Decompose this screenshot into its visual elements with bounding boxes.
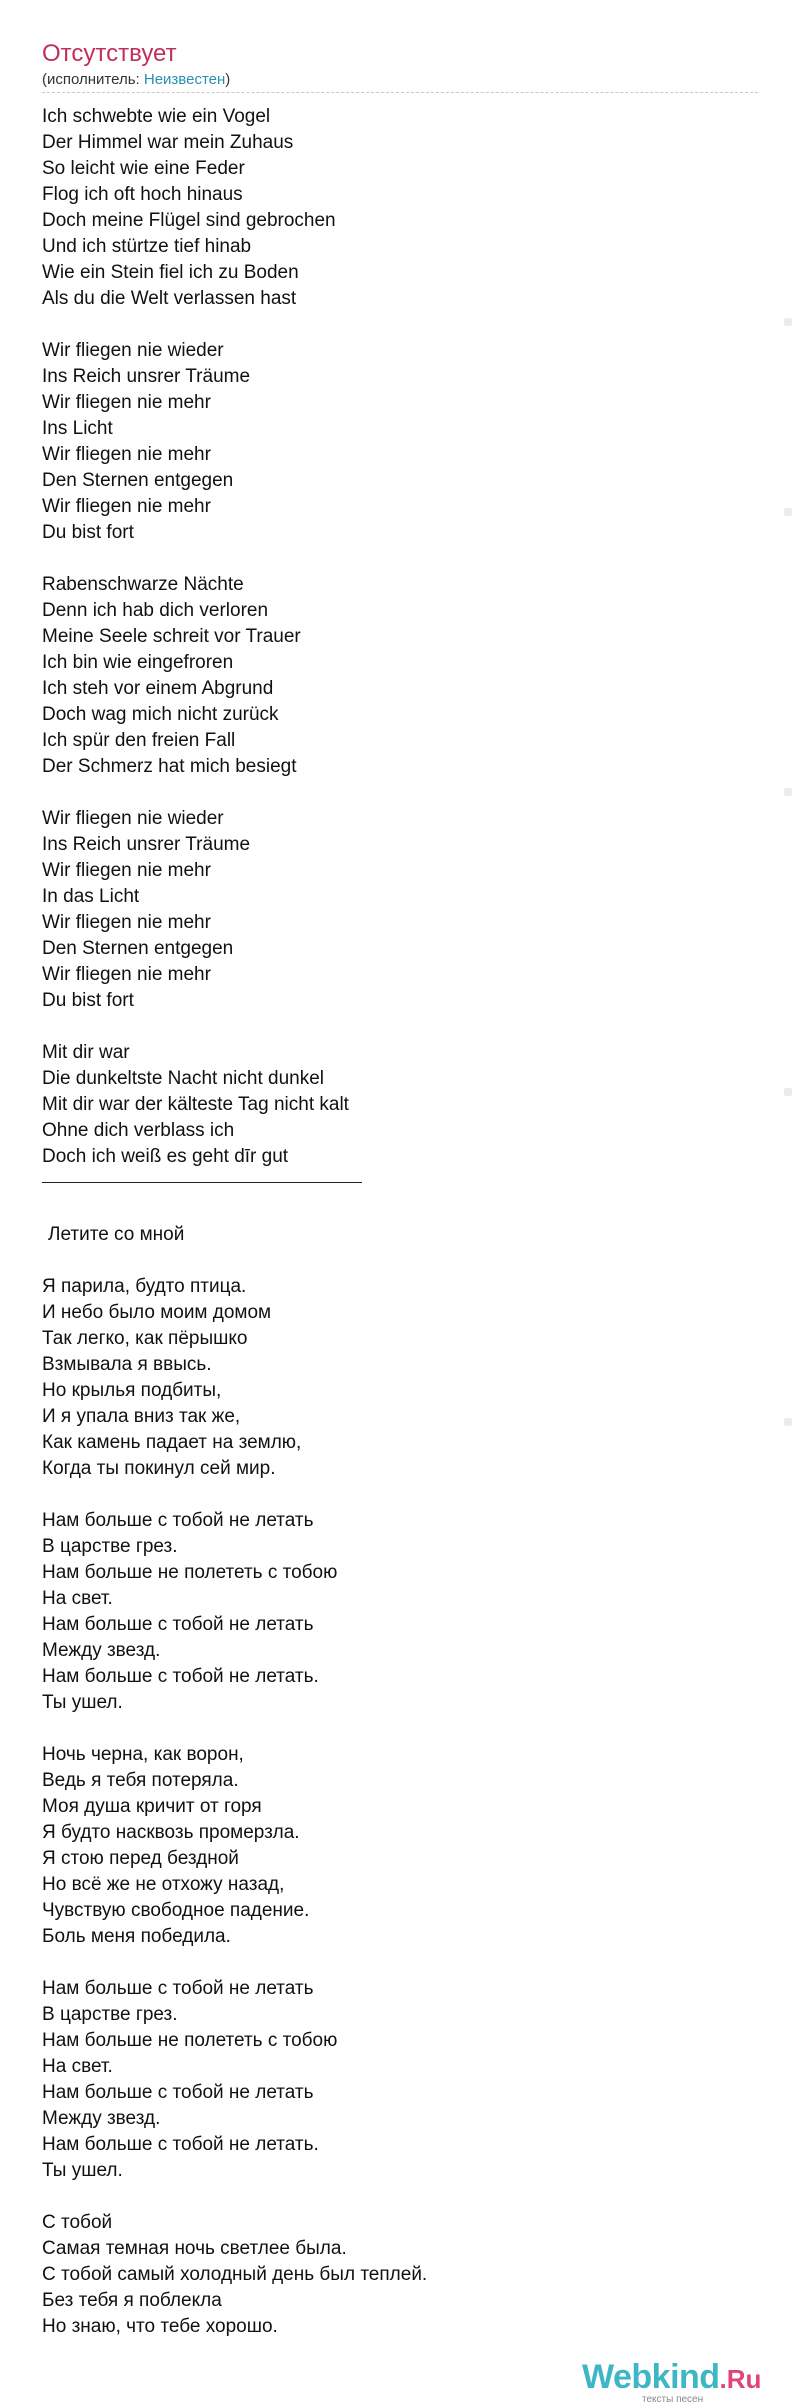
lyric-line: Ich steh vor einem Abgrund [42,678,274,699]
lyric-line: Но крылья подбиты, [42,1380,222,1401]
webkind-logo[interactable] [582,2358,782,2405]
lyric-line: Du bist fort [42,990,134,1011]
lyric-line: Я будто насквозь промерзла. [42,1822,300,1843]
lyric-line: Wir fliegen nie mehr [42,444,211,465]
blank-line [42,1716,722,1742]
lyric-line: Denn ich hab dich verloren [42,600,269,621]
lyric-line: Взмывала я ввысь. [42,1354,212,1375]
lyric-line: Wir fliegen nie wieder [42,340,224,361]
logo-tagline: тексты песен [642,2394,704,2405]
lyric-line: Ich spür den freien Fall [42,730,236,751]
lyric-line: Doch meine Flügel sind gebrochen [42,210,336,231]
header-divider [42,92,758,93]
lyric-line: С тобой [42,2212,113,2233]
artist-suffix: ) [225,71,231,88]
lyric-line: Нам больше с тобой не летать [42,2082,314,2103]
lyric-line: Wir fliegen nie wieder [42,808,224,829]
lyric-line: Doch ich weiß es geht dīr gut [42,1146,289,1167]
lyric-line: Der Himmel war mein Zuhaus [42,132,294,153]
side-mark [784,1418,792,1426]
lyric-line: И я упала вниз так же, [42,1406,241,1427]
blank-line [42,1950,722,1976]
lyric-line: Нам больше с тобой не летать [42,1978,314,1999]
blank-line [42,1014,722,1040]
lyrics-body [42,104,722,2340]
side-mark [784,508,792,516]
lyric-line: Ins Licht [42,418,113,439]
lyric-line: В царстве грез. [42,2004,178,2025]
logo-tld: .Ru [719,2364,762,2394]
lyric-line: Du bist fort [42,522,134,543]
lyric-line: На свет. [42,1588,113,1609]
lyric-line: Моя душа кричит от горя [42,1796,262,1817]
lyric-line: В царстве грез. [42,1536,178,1557]
lyric-line: Когда ты покинул сей мир. [42,1458,276,1479]
lyric-line: Ins Reich unsrer Träume [42,366,251,387]
lyric-line: Нам больше с тобой не летать [42,1614,314,1635]
lyric-line: Я стою перед бездной [42,1848,239,1869]
lyric-line: Ты ушел. [42,1692,123,1713]
lyric-line: Нам больше с тобой не летать. [42,1666,319,1687]
lyric-line: Но знаю, что тебе хорошо. [42,2316,278,2337]
blank-line [42,2184,722,2210]
translation-separator [42,1182,362,1183]
lyric-line: Wir fliegen nie mehr [42,392,211,413]
lyric-line: Ohne dich verblass ich [42,1120,235,1141]
side-mark [784,318,792,326]
lyric-line: Нам больше не полететь с тобою [42,1562,338,1583]
lyric-line: Боль меня победила. [42,1926,231,1947]
blank-line [42,546,722,572]
lyric-line: Чувствую свободное падение. [42,1900,310,1921]
lyric-line: Wie ein Stein fiel ich zu Boden [42,262,299,283]
lyric-line: Wir fliegen nie mehr [42,964,211,985]
blank-line [42,1248,722,1274]
lyric-line: Ins Reich unsrer Träume [42,834,251,855]
lyric-line: Rabenschwarze Nächte [42,574,244,595]
lyric-line: Нам больше с тобой не летать [42,1510,314,1531]
lyric-line: Den Sternen entgegen [42,938,234,959]
lyric-line: На свет. [42,2056,113,2077]
lyric-line: Die dunkeltste Nacht nicht dunkel [42,1068,324,1089]
logo-name: Webkind [582,2358,720,2396]
lyric-line: Ведь я тебя потеряла. [42,1770,239,1791]
song-header [42,38,762,90]
lyric-line: Ты ушел. [42,2160,123,2181]
lyric-line: Но всё же не отхожу назад, [42,1874,285,1895]
lyric-line: Между звезд. [42,1640,161,1661]
lyric-line: Ich schwebte wie ein Vogel [42,106,271,127]
lyric-line: Doch wag mich nicht zurück [42,704,279,725]
blank-line [42,312,722,338]
artist-line [42,70,762,90]
lyric-line: Wir fliegen nie mehr [42,496,211,517]
lyric-line: Meine Seele schreit vor Trauer [42,626,301,647]
artist-prefix: (исполнитель: [42,71,144,88]
side-mark [784,788,792,796]
lyric-line: И небо было моим домом [42,1302,272,1323]
lyric-line: Wir fliegen nie mehr [42,860,211,881]
lyric-line: Als du die Welt verlassen hast [42,288,297,309]
lyric-line: Ich bin wie eingefroren [42,652,234,673]
lyric-line: Mit dir war der kälteste Tag nicht kalt [42,1094,349,1115]
lyric-line: Mit dir war [42,1042,130,1063]
lyric-line: Самая темная ночь светлее была. [42,2238,347,2259]
side-mark [784,1088,792,1096]
lyrics-original [42,104,722,1170]
lyric-line: Как камень падает на землю, [42,1432,302,1453]
lyric-line: Нам больше не полететь с тобою [42,2030,338,2051]
lyric-line: Der Schmerz hat mich besiegt [42,756,297,777]
translation-title: Летите со мной [48,1224,185,1245]
lyric-line: С тобой самый холодный день был теплей. [42,2264,428,2285]
lyric-line: Flog ich oft hoch hinaus [42,184,243,205]
lyrics-translation [42,1274,722,2340]
lyric-line: Я парила, будто птица. [42,1276,247,1297]
lyric-line: Den Sternen entgegen [42,470,234,491]
side-marks [782,318,792,1618]
lyric-line: Ночь черна, как ворон, [42,1744,244,1765]
blank-line [42,1196,722,1222]
lyric-line: Между звезд. [42,2108,161,2129]
blank-line [42,780,722,806]
blank-line [42,1482,722,1508]
song-title: Отсутствует [42,40,177,67]
lyric-line: Und ich stürtze tief hinab [42,236,252,257]
lyric-line: Нам больше с тобой не летать. [42,2134,319,2155]
lyric-line: Так легко, как пёрышко [42,1328,248,1349]
artist-link[interactable]: Неизвестен [143,71,226,88]
lyric-line: In das Licht [42,886,140,907]
lyric-line: Без тебя я поблекла [42,2290,222,2311]
lyric-line: So leicht wie eine Feder [42,158,245,179]
lyric-line: Wir fliegen nie mehr [42,912,211,933]
